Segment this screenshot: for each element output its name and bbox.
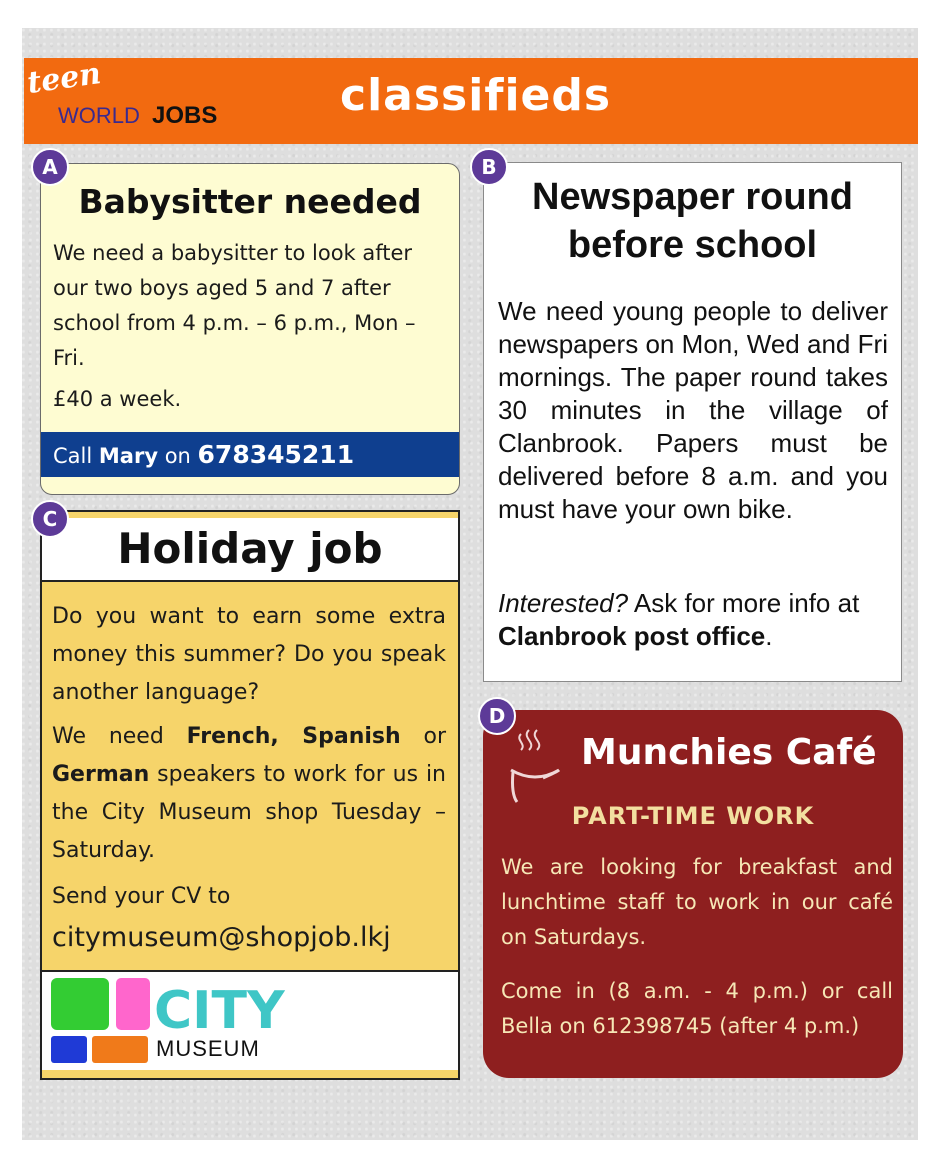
ad-c-title: Holiday job <box>117 524 383 573</box>
ad-d-title: Munchies Café <box>581 732 877 773</box>
ad-b-interested <box>498 587 888 653</box>
logo-museum-text: MUSEUM <box>156 1036 260 1061</box>
interested-end: . <box>765 621 773 651</box>
call-name: Mary <box>98 444 159 468</box>
badge-c: C <box>31 500 69 538</box>
ad-a-title: Babysitter needed <box>78 182 422 221</box>
call-on: on <box>158 444 198 468</box>
ad-c-title-box <box>42 518 458 582</box>
ad-newspaper-round <box>483 162 902 682</box>
ad-munchies-cafe <box>483 710 903 1078</box>
logo-city-text: CITY <box>154 981 285 1041</box>
lang-french: French <box>186 724 271 749</box>
ad-b-body: We need young people to deliver newspapers on Mon, Wed and Fri mornings. The paper round takes 30 minutes in the village of Clanbrook. Papers must be delivered before 8 a.m. and you must have your own bike. <box>498 296 888 524</box>
city-museum-logo <box>42 970 458 1070</box>
ad-c-email[interactable]: citymuseum@shopjob.lkj <box>52 922 391 953</box>
interested-italic: Interested? <box>498 588 629 618</box>
interested-place: Clanbrook post office <box>498 621 766 651</box>
ad-holiday-job <box>40 510 460 1080</box>
ad-c-body: Do you want to earn some extra money this summer? Do you speak another language? <box>52 604 446 705</box>
logo-jobs: JOBS <box>152 102 218 129</box>
page-title: classifieds <box>340 70 612 121</box>
ad-d-body-contact: Come in (8 a.m. - 4 p.m.) or call Bella on 612398745 (after 4 p.m.) <box>501 979 893 1038</box>
lang-spanish: Spanish <box>302 724 401 749</box>
logo-world: WORLD <box>58 103 140 128</box>
ad-c-send-cv: Send your CV to <box>52 884 231 909</box>
ad-a-call-bar <box>41 432 459 477</box>
ad-c-text-end: speakers to work for us in the City Museum shop Tuesday – Saturday. <box>52 762 446 863</box>
ad-b-title: Newspaper round before school <box>532 176 853 266</box>
interested-text: Ask for more info at <box>628 588 860 618</box>
ad-d-body: We are looking for breakfast and lunchtime staff to work in our café on Saturdays. <box>501 855 893 949</box>
ad-d-subtitle: PART-TIME WORK <box>571 802 815 830</box>
call-prefix: Call <box>53 444 99 468</box>
badge-d: D <box>478 697 516 735</box>
call-phone: 678345211 <box>197 440 355 469</box>
badge-b: B <box>470 148 508 186</box>
logo-teen: teen <box>25 56 104 101</box>
lang-german: German <box>52 762 150 787</box>
ad-a-price: £40 a week. <box>53 387 182 411</box>
lang-sep: , <box>270 724 303 749</box>
ad-a-body: We need a babysitter to look after our two boys aged 5 and 7 after school from 4 p.m. – 6 p.m., Mon – Fri. <box>53 241 416 370</box>
coffee-cup-icon <box>503 726 567 806</box>
ad-c-text: We need <box>52 724 187 749</box>
badge-a: A <box>31 148 69 186</box>
ad-c-body-languages <box>52 718 446 870</box>
lang-or: or <box>400 724 447 749</box>
ad-babysitter <box>40 163 460 495</box>
